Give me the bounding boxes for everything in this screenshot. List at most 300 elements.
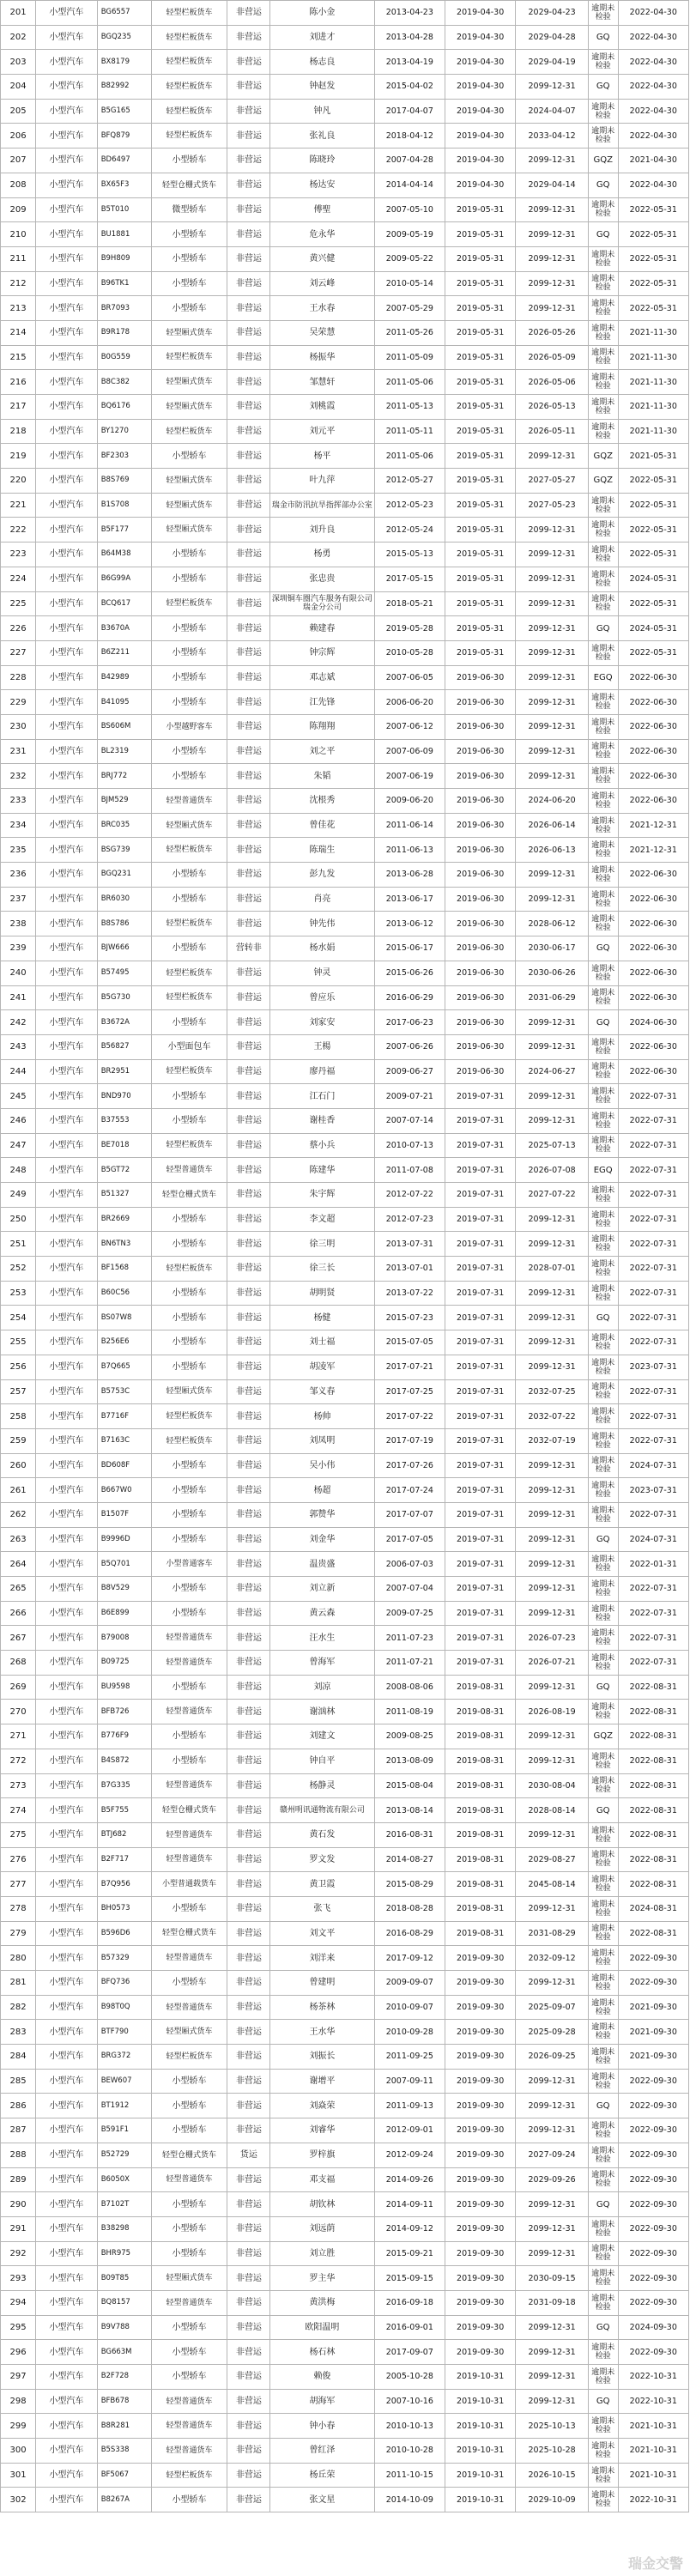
status-cell: 逾期未检验	[588, 1896, 618, 1921]
plate-number-cell: B6Z211	[97, 640, 151, 665]
scrap-date-cell: 2099-12-31	[516, 246, 589, 271]
inspection-date-cell: 2019-09-30	[445, 2340, 515, 2365]
usage-type-cell: 非营运	[227, 197, 270, 222]
table-row	[1, 75, 689, 100]
status-cell: 逾期未检验	[588, 1133, 618, 1158]
usage-type-cell: 非营运	[227, 1034, 270, 1059]
owner-name-cell: 刘凤明	[270, 1428, 374, 1453]
vehicle-class-cell: 小型汽车	[36, 591, 98, 616]
usage-type-cell: 非营运	[227, 2266, 270, 2291]
table-row	[1, 2020, 689, 2045]
registration-date-cell: 2015-06-26	[374, 961, 445, 985]
scrap-date-cell: 2099-12-31	[516, 1207, 589, 1232]
row-index-cell: 297	[1, 2365, 36, 2390]
vehicle-type-cell: 轻型厢式货车	[151, 469, 227, 494]
inspection-date-cell: 2019-06-30	[445, 1010, 515, 1035]
scrap-date-cell: 2029-08-27	[516, 1847, 589, 1872]
plate-number-cell: B6050X	[97, 2167, 151, 2192]
registration-date-cell: 2010-10-28	[374, 2439, 445, 2464]
inspection-date-cell: 2019-06-30	[445, 1034, 515, 1059]
inspection-date-cell: 2019-09-30	[445, 2241, 515, 2266]
owner-name-cell: 邓志斌	[270, 665, 374, 690]
row-index-cell: 281	[1, 1971, 36, 1996]
usage-type-cell: 非营运	[227, 1502, 270, 1527]
vehicle-class-cell: 小型汽车	[36, 640, 98, 665]
table-row	[1, 2045, 689, 2070]
vehicle-class-cell: 小型汽车	[36, 1872, 98, 1897]
status-cell: 逾期未检验	[588, 493, 618, 518]
vehicle-class-cell: 小型汽车	[36, 197, 98, 222]
scrap-date-cell: 2099-12-31	[516, 296, 589, 321]
table-row	[1, 936, 689, 961]
usage-type-cell: 非营运	[227, 1847, 270, 1872]
vehicle-class-cell: 小型汽车	[36, 222, 98, 247]
vehicle-type-cell: 小型轿车	[151, 2192, 227, 2217]
table-row	[1, 863, 689, 888]
row-index-cell: 254	[1, 1306, 36, 1330]
usage-type-cell: 营转非	[227, 936, 270, 961]
table-row	[1, 542, 689, 567]
valid-until-cell: 2022-06-30	[618, 764, 688, 789]
vehicle-type-cell: 轻型栏板货车	[151, 1257, 227, 1282]
owner-name-cell: 江先锋	[270, 690, 374, 715]
table-row	[1, 518, 689, 542]
valid-until-cell: 2021-04-30	[618, 148, 688, 173]
vehicle-class-cell: 小型汽车	[36, 1724, 98, 1749]
usage-type-cell: 非营运	[227, 863, 270, 888]
scrap-date-cell: 2099-12-31	[516, 1306, 589, 1330]
valid-until-cell: 2022-04-30	[618, 25, 688, 50]
vehicle-type-cell: 轻型厢式货车	[151, 518, 227, 542]
usage-type-cell: 非营运	[227, 2216, 270, 2241]
vehicle-class-cell: 小型汽车	[36, 2266, 98, 2291]
vehicle-type-cell: 轻型栏板货车	[151, 75, 227, 100]
vehicle-class-cell: 小型汽车	[36, 1822, 98, 1847]
usage-type-cell: 非营运	[227, 1946, 270, 1971]
row-index-cell: 207	[1, 148, 36, 173]
usage-type-cell: 非营运	[227, 1527, 270, 1552]
scrap-date-cell: 2027-05-27	[516, 469, 589, 494]
usage-type-cell: 非营运	[227, 1, 270, 26]
status-cell: 逾期未检验	[588, 2216, 618, 2241]
row-index-cell: 268	[1, 1651, 36, 1676]
plate-number-cell: BD608F	[97, 1453, 151, 1478]
inspection-date-cell: 2019-04-30	[445, 99, 515, 124]
row-index-cell: 238	[1, 912, 36, 936]
vehicle-class-cell: 小型汽车	[36, 1084, 98, 1109]
plate-number-cell: BFQ736	[97, 1971, 151, 1996]
valid-until-cell: 2022-07-31	[618, 1379, 688, 1404]
inspection-date-cell: 2019-07-31	[445, 1257, 515, 1282]
plate-number-cell: B8S786	[97, 912, 151, 936]
plate-number-cell: B7716F	[97, 1404, 151, 1429]
owner-name-cell: 曾建明	[270, 1971, 374, 1996]
usage-type-cell: 非营运	[227, 2463, 270, 2488]
owner-name-cell: 沈根秀	[270, 789, 374, 814]
vehicle-class-cell: 小型汽车	[36, 25, 98, 50]
registration-date-cell: 2017-09-07	[374, 2340, 445, 2365]
usage-type-cell: 非营运	[227, 1896, 270, 1921]
plate-number-cell: BF5067	[97, 2463, 151, 2488]
owner-name-cell: 陈晓玲	[270, 148, 374, 173]
usage-type-cell: 非营运	[227, 1453, 270, 1478]
vehicle-class-cell: 小型汽车	[36, 1675, 98, 1700]
scrap-date-cell: 2099-12-31	[516, 1577, 589, 1602]
owner-name-cell: 刘睿华	[270, 2118, 374, 2143]
inspection-date-cell: 2019-04-30	[445, 124, 515, 148]
owner-name-cell: 汪水生	[270, 1626, 374, 1651]
scrap-date-cell: 2031-08-29	[516, 1921, 589, 1946]
vehicle-class-cell: 小型汽车	[36, 1527, 98, 1552]
plate-number-cell: BR2669	[97, 1207, 151, 1232]
registration-date-cell: 2014-08-27	[374, 1847, 445, 1872]
table-row	[1, 2439, 689, 2464]
owner-name-cell: 杨静灵	[270, 1773, 374, 1798]
vehicle-type-cell: 小型轿车	[151, 1108, 227, 1133]
vehicle-type-cell: 小型轿车	[151, 1527, 227, 1552]
valid-until-cell: 2021-09-30	[618, 2020, 688, 2045]
vehicle-type-cell: 小型轿车	[151, 1896, 227, 1921]
vehicle-type-cell: 轻型栏板货车	[151, 985, 227, 1010]
inspection-date-cell: 2019-08-31	[445, 1700, 515, 1724]
valid-until-cell: 2022-05-31	[618, 246, 688, 271]
vehicle-class-cell: 小型汽车	[36, 2143, 98, 2167]
scrap-date-cell: 2032-07-22	[516, 1404, 589, 1429]
table-row	[1, 1232, 689, 1257]
inspection-date-cell: 2019-08-31	[445, 1921, 515, 1946]
vehicle-class-cell: 小型汽车	[36, 1355, 98, 1379]
row-index-cell: 260	[1, 1453, 36, 1478]
registration-date-cell: 2007-06-12	[374, 714, 445, 739]
row-index-cell: 276	[1, 1847, 36, 1872]
owner-name-cell: 张文星	[270, 2488, 374, 2512]
valid-until-cell: 2022-07-31	[618, 1158, 688, 1183]
row-index-cell: 235	[1, 838, 36, 863]
plate-number-cell: B82992	[97, 75, 151, 100]
valid-until-cell: 2022-07-31	[618, 1133, 688, 1158]
owner-name-cell: 罗文发	[270, 1847, 374, 1872]
inspection-date-cell: 2019-08-31	[445, 1896, 515, 1921]
registration-date-cell: 2009-07-25	[374, 1601, 445, 1626]
table-row	[1, 1034, 689, 1059]
table-row	[1, 1798, 689, 1823]
scrap-date-cell: 2099-12-31	[516, 1971, 589, 1996]
owner-name-cell: 刘建文	[270, 1724, 374, 1749]
scrap-date-cell: 2028-06-12	[516, 912, 589, 936]
vehicle-type-cell: 小型轿车	[151, 542, 227, 567]
vehicle-type-cell: 轻型普通货车	[151, 1946, 227, 1971]
row-index-cell: 252	[1, 1257, 36, 1282]
owner-name-cell: 危永华	[270, 222, 374, 247]
status-cell: 逾期未检验	[588, 2069, 618, 2094]
owner-name-cell: 刘振长	[270, 2045, 374, 2070]
inspection-date-cell: 2019-06-30	[445, 813, 515, 838]
registration-date-cell: 2011-10-15	[374, 2463, 445, 2488]
vehicle-class-cell: 小型汽车	[36, 246, 98, 271]
valid-until-cell: 2022-08-31	[618, 1847, 688, 1872]
vehicle-type-cell: 轻型普通货车	[151, 1847, 227, 1872]
inspection-date-cell: 2019-05-31	[445, 395, 515, 420]
vehicle-class-cell: 小型汽车	[36, 838, 98, 863]
valid-until-cell: 2022-05-31	[618, 222, 688, 247]
plate-number-cell: BT1912	[97, 2094, 151, 2118]
status-cell: GQ	[588, 1306, 618, 1330]
status-cell: 逾期未检验	[588, 124, 618, 148]
usage-type-cell: 非营运	[227, 887, 270, 912]
valid-until-cell: 2022-09-30	[618, 1946, 688, 1971]
vehicle-type-cell: 轻型仓栅式货车	[151, 2143, 227, 2167]
table-row	[1, 271, 689, 296]
table-row	[1, 99, 689, 124]
inspection-date-cell: 2019-07-31	[445, 1306, 515, 1330]
valid-until-cell: 2022-04-30	[618, 173, 688, 197]
inspection-date-cell: 2019-06-30	[445, 912, 515, 936]
registration-date-cell: 2007-06-26	[374, 1034, 445, 1059]
plate-number-cell: B6E899	[97, 1601, 151, 1626]
vehicle-type-cell: 轻型栏板货车	[151, 1404, 227, 1429]
registration-date-cell: 2012-09-24	[374, 2143, 445, 2167]
registration-date-cell: 2009-05-22	[374, 246, 445, 271]
vehicle-type-cell: 轻型普通货车	[151, 2414, 227, 2439]
valid-until-cell: 2022-06-30	[618, 1059, 688, 1084]
table-row	[1, 1453, 689, 1478]
valid-until-cell: 2021-10-31	[618, 2414, 688, 2439]
usage-type-cell: 非营运	[227, 2045, 270, 2070]
table-row	[1, 2241, 689, 2266]
table-row	[1, 370, 689, 395]
valid-until-cell: 2022-10-31	[618, 2365, 688, 2390]
table-row	[1, 1478, 689, 1503]
usage-type-cell: 非营运	[227, 1010, 270, 1035]
registration-date-cell: 2007-07-04	[374, 1577, 445, 1602]
vehicle-class-cell: 小型汽车	[36, 2167, 98, 2192]
owner-name-cell: 叶九萍	[270, 469, 374, 494]
status-cell: 逾期未检验	[588, 1034, 618, 1059]
plate-number-cell: BU1881	[97, 222, 151, 247]
status-cell: 逾期未检验	[588, 2340, 618, 2365]
owner-name-cell: 李文超	[270, 1207, 374, 1232]
table-row	[1, 1724, 689, 1749]
valid-until-cell: 2022-09-30	[618, 2094, 688, 2118]
inspection-date-cell: 2019-08-31	[445, 1675, 515, 1700]
row-index-cell: 289	[1, 2167, 36, 2192]
registration-date-cell: 2012-07-23	[374, 1207, 445, 1232]
status-cell: 逾期未检验	[588, 1552, 618, 1577]
owner-name-cell: 赖建春	[270, 616, 374, 641]
table-row	[1, 1946, 689, 1971]
row-index-cell: 237	[1, 887, 36, 912]
owner-name-cell: 江石门	[270, 1084, 374, 1109]
valid-until-cell: 2022-07-31	[618, 1626, 688, 1651]
table-row	[1, 1896, 689, 1921]
usage-type-cell: 非营运	[227, 1084, 270, 1109]
owner-name-cell: 刘凉	[270, 1675, 374, 1700]
vehicle-type-cell: 小型轿车	[151, 2488, 227, 2512]
vehicle-type-cell: 轻型栏板货车	[151, 2463, 227, 2488]
vehicle-class-cell: 小型汽车	[36, 1478, 98, 1503]
usage-type-cell: 非营运	[227, 2118, 270, 2143]
vehicle-class-cell: 小型汽车	[36, 320, 98, 345]
vehicle-type-cell: 轻型栏板货车	[151, 1428, 227, 1453]
status-cell: 逾期未检验	[588, 1257, 618, 1282]
vehicle-class-cell: 小型汽车	[36, 50, 98, 75]
row-index-cell: 202	[1, 25, 36, 50]
table-row	[1, 1822, 689, 1847]
owner-name-cell: 杨茶林	[270, 1995, 374, 2020]
inspection-date-cell: 2019-05-31	[445, 370, 515, 395]
status-cell: 逾期未检验	[588, 395, 618, 420]
vehicle-class-cell: 小型汽车	[36, 2389, 98, 2414]
registration-date-cell: 2013-07-31	[374, 1232, 445, 1257]
status-cell: 逾期未检验	[588, 1428, 618, 1453]
vehicle-class-cell: 小型汽车	[36, 1946, 98, 1971]
owner-name-cell: 张礼良	[270, 124, 374, 148]
inspection-date-cell: 2019-08-31	[445, 1847, 515, 1872]
status-cell: GQ	[588, 1675, 618, 1700]
plate-number-cell: B56827	[97, 1034, 151, 1059]
vehicle-class-cell: 小型汽车	[36, 124, 98, 148]
scrap-date-cell: 2025-10-28	[516, 2439, 589, 2464]
valid-until-cell: 2022-07-31	[618, 1108, 688, 1133]
row-index-cell: 251	[1, 1232, 36, 1257]
valid-until-cell: 2024-05-31	[618, 616, 688, 641]
owner-name-cell: 傅聖	[270, 197, 374, 222]
registration-date-cell: 2011-06-13	[374, 838, 445, 863]
plate-number-cell: B591F1	[97, 2118, 151, 2143]
scrap-date-cell: 2099-12-31	[516, 591, 589, 616]
vehicle-class-cell: 小型汽车	[36, 2216, 98, 2241]
registration-date-cell: 2011-07-08	[374, 1158, 445, 1183]
owner-name-cell: 胡明贤	[270, 1281, 374, 1306]
scrap-date-cell: 2099-12-31	[516, 1724, 589, 1749]
status-cell: 逾期未检验	[588, 2020, 618, 2045]
scrap-date-cell: 2099-12-31	[516, 2365, 589, 2390]
registration-date-cell: 2017-07-24	[374, 1478, 445, 1503]
valid-until-cell: 2022-04-30	[618, 1, 688, 26]
plate-number-cell: BJW666	[97, 936, 151, 961]
table-row	[1, 567, 689, 591]
row-index-cell: 261	[1, 1478, 36, 1503]
usage-type-cell: 非营运	[227, 1971, 270, 1996]
registration-date-cell: 2013-06-12	[374, 912, 445, 936]
owner-name-cell: 陈翔翔	[270, 714, 374, 739]
inspection-date-cell: 2019-05-31	[445, 345, 515, 370]
scrap-date-cell: 2030-09-15	[516, 2266, 589, 2291]
row-index-cell: 257	[1, 1379, 36, 1404]
table-row	[1, 1330, 689, 1355]
plate-number-cell: B41095	[97, 690, 151, 715]
scrap-date-cell: 2026-06-13	[516, 838, 589, 863]
row-index-cell: 227	[1, 640, 36, 665]
valid-until-cell: 2022-07-31	[618, 1404, 688, 1429]
vehicle-type-cell: 小型轿车	[151, 1306, 227, 1330]
row-index-cell: 250	[1, 1207, 36, 1232]
vehicle-class-cell: 小型汽车	[36, 714, 98, 739]
inspection-date-cell: 2019-07-31	[445, 1428, 515, 1453]
row-index-cell: 275	[1, 1822, 36, 1847]
valid-until-cell: 2022-07-31	[618, 1306, 688, 1330]
status-cell: 逾期未检验	[588, 197, 618, 222]
inspection-date-cell: 2019-05-31	[445, 444, 515, 469]
valid-until-cell: 2022-06-30	[618, 863, 688, 888]
status-cell: 逾期未检验	[588, 1108, 618, 1133]
valid-until-cell: 2022-07-31	[618, 1601, 688, 1626]
plate-number-cell: B256E6	[97, 1330, 151, 1355]
valid-until-cell: 2022-07-31	[618, 1428, 688, 1453]
vehicle-type-cell: 小型轿车	[151, 1675, 227, 1700]
vehicle-class-cell: 小型汽车	[36, 2094, 98, 2118]
usage-type-cell: 非营运	[227, 1306, 270, 1330]
valid-until-cell: 2022-09-30	[618, 2216, 688, 2241]
registration-date-cell: 2007-05-29	[374, 296, 445, 321]
scrap-date-cell: 2099-12-31	[516, 863, 589, 888]
owner-name-cell: 邹义春	[270, 1379, 374, 1404]
status-cell: 逾期未检验	[588, 1749, 618, 1773]
status-cell: 逾期未检验	[588, 1847, 618, 1872]
owner-name-cell: 陈瑞生	[270, 838, 374, 863]
row-index-cell: 212	[1, 271, 36, 296]
plate-number-cell: B79008	[97, 1626, 151, 1651]
vehicle-type-cell: 小型面包车	[151, 1034, 227, 1059]
owner-name-cell: 杨丘荣	[270, 2463, 374, 2488]
valid-until-cell: 2022-09-30	[618, 2266, 688, 2291]
registration-date-cell: 2015-09-15	[374, 2266, 445, 2291]
inspection-date-cell: 2019-05-31	[445, 469, 515, 494]
scrap-date-cell: 2099-12-31	[516, 1552, 589, 1577]
scrap-date-cell: 2099-12-31	[516, 1034, 589, 1059]
table-row	[1, 2315, 689, 2340]
row-index-cell: 265	[1, 1577, 36, 1602]
table-row	[1, 1971, 689, 1996]
status-cell: 逾期未检验	[588, 370, 618, 395]
registration-date-cell: 2011-08-19	[374, 1700, 445, 1724]
scrap-date-cell: 2099-12-31	[516, 1896, 589, 1921]
inspection-date-cell: 2019-09-30	[445, 1946, 515, 1971]
registration-date-cell: 2014-10-09	[374, 2488, 445, 2512]
status-cell: 逾期未检验	[588, 1921, 618, 1946]
vehicle-type-cell: 轻型厢式货车	[151, 320, 227, 345]
status-cell: GQ	[588, 616, 618, 641]
inspection-date-cell: 2019-05-31	[445, 222, 515, 247]
usage-type-cell: 非营运	[227, 1404, 270, 1429]
status-cell: 逾期未检验	[588, 1478, 618, 1503]
inspection-date-cell: 2019-06-30	[445, 936, 515, 961]
owner-name-cell: 刘元平	[270, 419, 374, 444]
row-index-cell: 209	[1, 197, 36, 222]
inspection-date-cell: 2019-07-31	[445, 1133, 515, 1158]
scrap-date-cell: 2099-12-31	[516, 2389, 589, 2414]
scrap-date-cell: 2025-09-28	[516, 2020, 589, 2045]
inspection-date-cell: 2019-10-31	[445, 2439, 515, 2464]
owner-name-cell: 黄洪梅	[270, 2290, 374, 2315]
vehicle-type-cell: 轻型栏板货车	[151, 99, 227, 124]
status-cell: 逾期未检验	[588, 1404, 618, 1429]
status-cell: 逾期未检验	[588, 2439, 618, 2464]
valid-until-cell: 2024-07-31	[618, 1453, 688, 1478]
table-row	[1, 1577, 689, 1602]
vehicle-class-cell: 小型汽车	[36, 1183, 98, 1208]
vehicle-class-cell: 小型汽车	[36, 1059, 98, 1084]
vehicle-class-cell: 小型汽车	[36, 173, 98, 197]
owner-name-cell: 钟小春	[270, 2414, 374, 2439]
table-row	[1, 1, 689, 26]
vehicle-class-cell: 小型汽车	[36, 2488, 98, 2512]
vehicle-type-cell: 小型轿车	[151, 2241, 227, 2266]
scrap-date-cell: 2099-12-31	[516, 222, 589, 247]
registration-date-cell: 2011-05-06	[374, 370, 445, 395]
usage-type-cell: 非营运	[227, 2389, 270, 2414]
owner-name-cell: 谢汹林	[270, 1700, 374, 1724]
